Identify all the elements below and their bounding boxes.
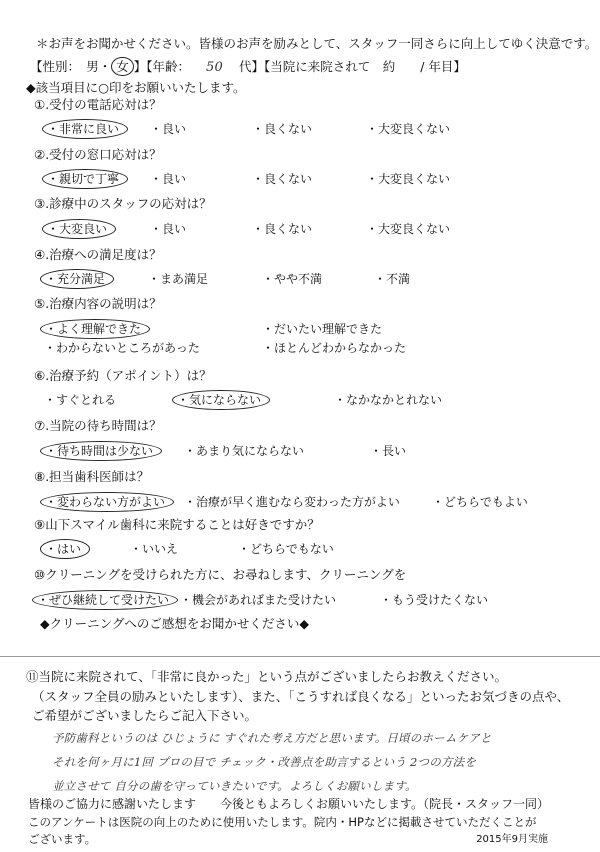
q9-option-1: [44, 542, 90, 556]
cleaning-prompt: ◆クリーニングへのご感想をお聞かせください◆: [40, 616, 309, 631]
q4-option-4: ・不満: [374, 272, 411, 286]
q7-selected-circle: ・待ち時間は少ない: [40, 441, 162, 461]
q9-option-3: ・どちらでもない: [238, 542, 334, 556]
q2-option-4: ・大変良くない: [366, 172, 451, 186]
q1-selected-circle: ・非常に良い: [42, 119, 128, 139]
q1-option-4: ・大変良くない: [366, 122, 451, 136]
profile-suffix: 代】【当院に来院されて 約 / 年目】: [239, 59, 466, 74]
footer-thanks: 皆様のご協力に感謝いたします 今後ともよろしくお願いいたします。（院長・スタッフ一同）: [28, 797, 550, 811]
handwritten-comment-line-3: 並立させて 自分の歯を守っていきたいです。よろしくお願いします。: [52, 779, 417, 793]
question-6-title: ⑥.治療予約（アポイント）は？: [34, 368, 212, 383]
q8-option-3: ・どちらでもよい: [432, 495, 528, 509]
handwritten-comment-line-2: それを何ヶ月に1回 プロの目で チェック・改善点を助言するという 2つの方法を: [52, 755, 477, 769]
q5-option-2: ・だいたい理解できた: [262, 322, 383, 336]
q3-option-2: ・良い: [150, 222, 187, 236]
q4-option-2: ・まあ満足: [148, 272, 209, 286]
question-7-title: ⑦.当院の待ち時間は？: [34, 418, 162, 433]
q2-option-2: ・良い: [150, 172, 187, 186]
q9-option-2: ・いいえ: [130, 542, 179, 556]
q4-option-3: ・やや不満: [262, 272, 323, 286]
comment-prompt-2: （スタッフ全員の励みといたします）、また、「こうすれば良くなる」といったお気づきの点や、: [32, 689, 570, 704]
footer-usage-1: このアンケートは医院の向上のために使用いたします。院内・HPなどに掲載させていただくことが: [28, 815, 537, 829]
footer-usage-2: ございます。: [28, 832, 97, 846]
q8-option-2: ・治療が早く進むなら変わった方がよい: [184, 495, 400, 509]
q6-selected-circle: ・気にならない: [172, 390, 270, 410]
profile-mid: 】【年齢：: [133, 59, 191, 74]
q7-option-2: ・あまり気にならない: [184, 444, 305, 458]
q5-option-1: [44, 322, 150, 336]
profile-prefix: 【性別： 男・: [30, 59, 112, 74]
q1-option-2: ・良い: [150, 122, 187, 136]
age-value: 50: [206, 60, 223, 75]
q8-option-1: [44, 495, 174, 509]
q6-option-2: [176, 393, 270, 407]
intro-text: ＊お声をお聞かせください。皆様のお声を励みとして、スタッフ一同さらに向上してゆく決意です。: [36, 36, 598, 51]
q4-selected-circle: ・充分満足: [40, 269, 114, 289]
q1-option-1: [46, 122, 128, 136]
question-8-title: ⑧.担当歯科医師は？: [34, 469, 150, 484]
q2-selected-circle: ・親切で丁寧: [42, 169, 128, 189]
q6-option-3: ・なかなかとれない: [334, 393, 443, 407]
q10-option-3: ・もう受けたくない: [380, 593, 489, 607]
q5-selected-circle: ・よく理解できた: [40, 319, 150, 339]
q10-option-1: [36, 593, 178, 607]
q4-option-1: [44, 272, 114, 286]
q3-option-4: ・大変良くない: [366, 222, 451, 236]
q9-selected-circle: ・はい: [40, 539, 90, 559]
question-5-title: ⑤.治療内容の説明は？: [34, 296, 162, 311]
gender-selected: 女: [111, 57, 134, 76]
question-1-title: ①.受付の電話応対は？: [34, 97, 162, 112]
question-9-title: ⑨山下スマイル歯科に来院することは好きですか？: [34, 517, 320, 532]
footer-date: 2015年9月実施: [476, 834, 548, 845]
question-3-title: ③.診療中のスタッフの応対は？: [34, 196, 212, 211]
q5-option-3: ・わからないところがあった: [44, 341, 200, 355]
q3-option-3: ・良くない: [252, 222, 313, 236]
q2-option-1: [46, 172, 128, 186]
question-4-title: ④.治療への満足度は？: [34, 247, 162, 262]
q8-selected-circle: ・変わらない方がよい: [40, 492, 174, 512]
question-2-title: ②.受付の窓口応対は？: [34, 147, 162, 162]
q7-option-3: ・長い: [370, 444, 407, 458]
section-divider: [0, 656, 600, 657]
handwritten-comment-line-1: 予防歯科というのは ひじょうに すぐれた考え方だと思います。日頃のホームケアと: [52, 731, 492, 745]
comment-prompt-1: ⑪当院に来院されて、「非常に良かった」という点がございましたらお教えください。: [26, 669, 508, 684]
instruction-text: ◆該当項目に○印をお願いいたします。: [26, 80, 246, 95]
q1-option-3: ・良くない: [252, 122, 313, 136]
question-10-title: ⑩クリーニングを受けられた方に、お尋ねします、クリーニングを: [34, 567, 407, 582]
q2-option-3: ・良くない: [252, 172, 313, 186]
q10-option-2: ・機会があればまた受けたい: [180, 593, 337, 607]
q6-option-1: ・すぐとれる: [44, 393, 117, 407]
q3-option-1: [46, 222, 116, 236]
q5-option-4: ・ほとんどわからなかった: [262, 341, 407, 355]
comment-prompt-3: ご希望がございましたらご記入下さい。: [32, 708, 258, 723]
q7-option-1: [44, 444, 162, 458]
q10-selected-circle: ・ぜひ継続して受けたい: [32, 590, 178, 610]
q3-selected-circle: ・大変良い: [42, 219, 116, 239]
profile-line: [30, 60, 466, 75]
